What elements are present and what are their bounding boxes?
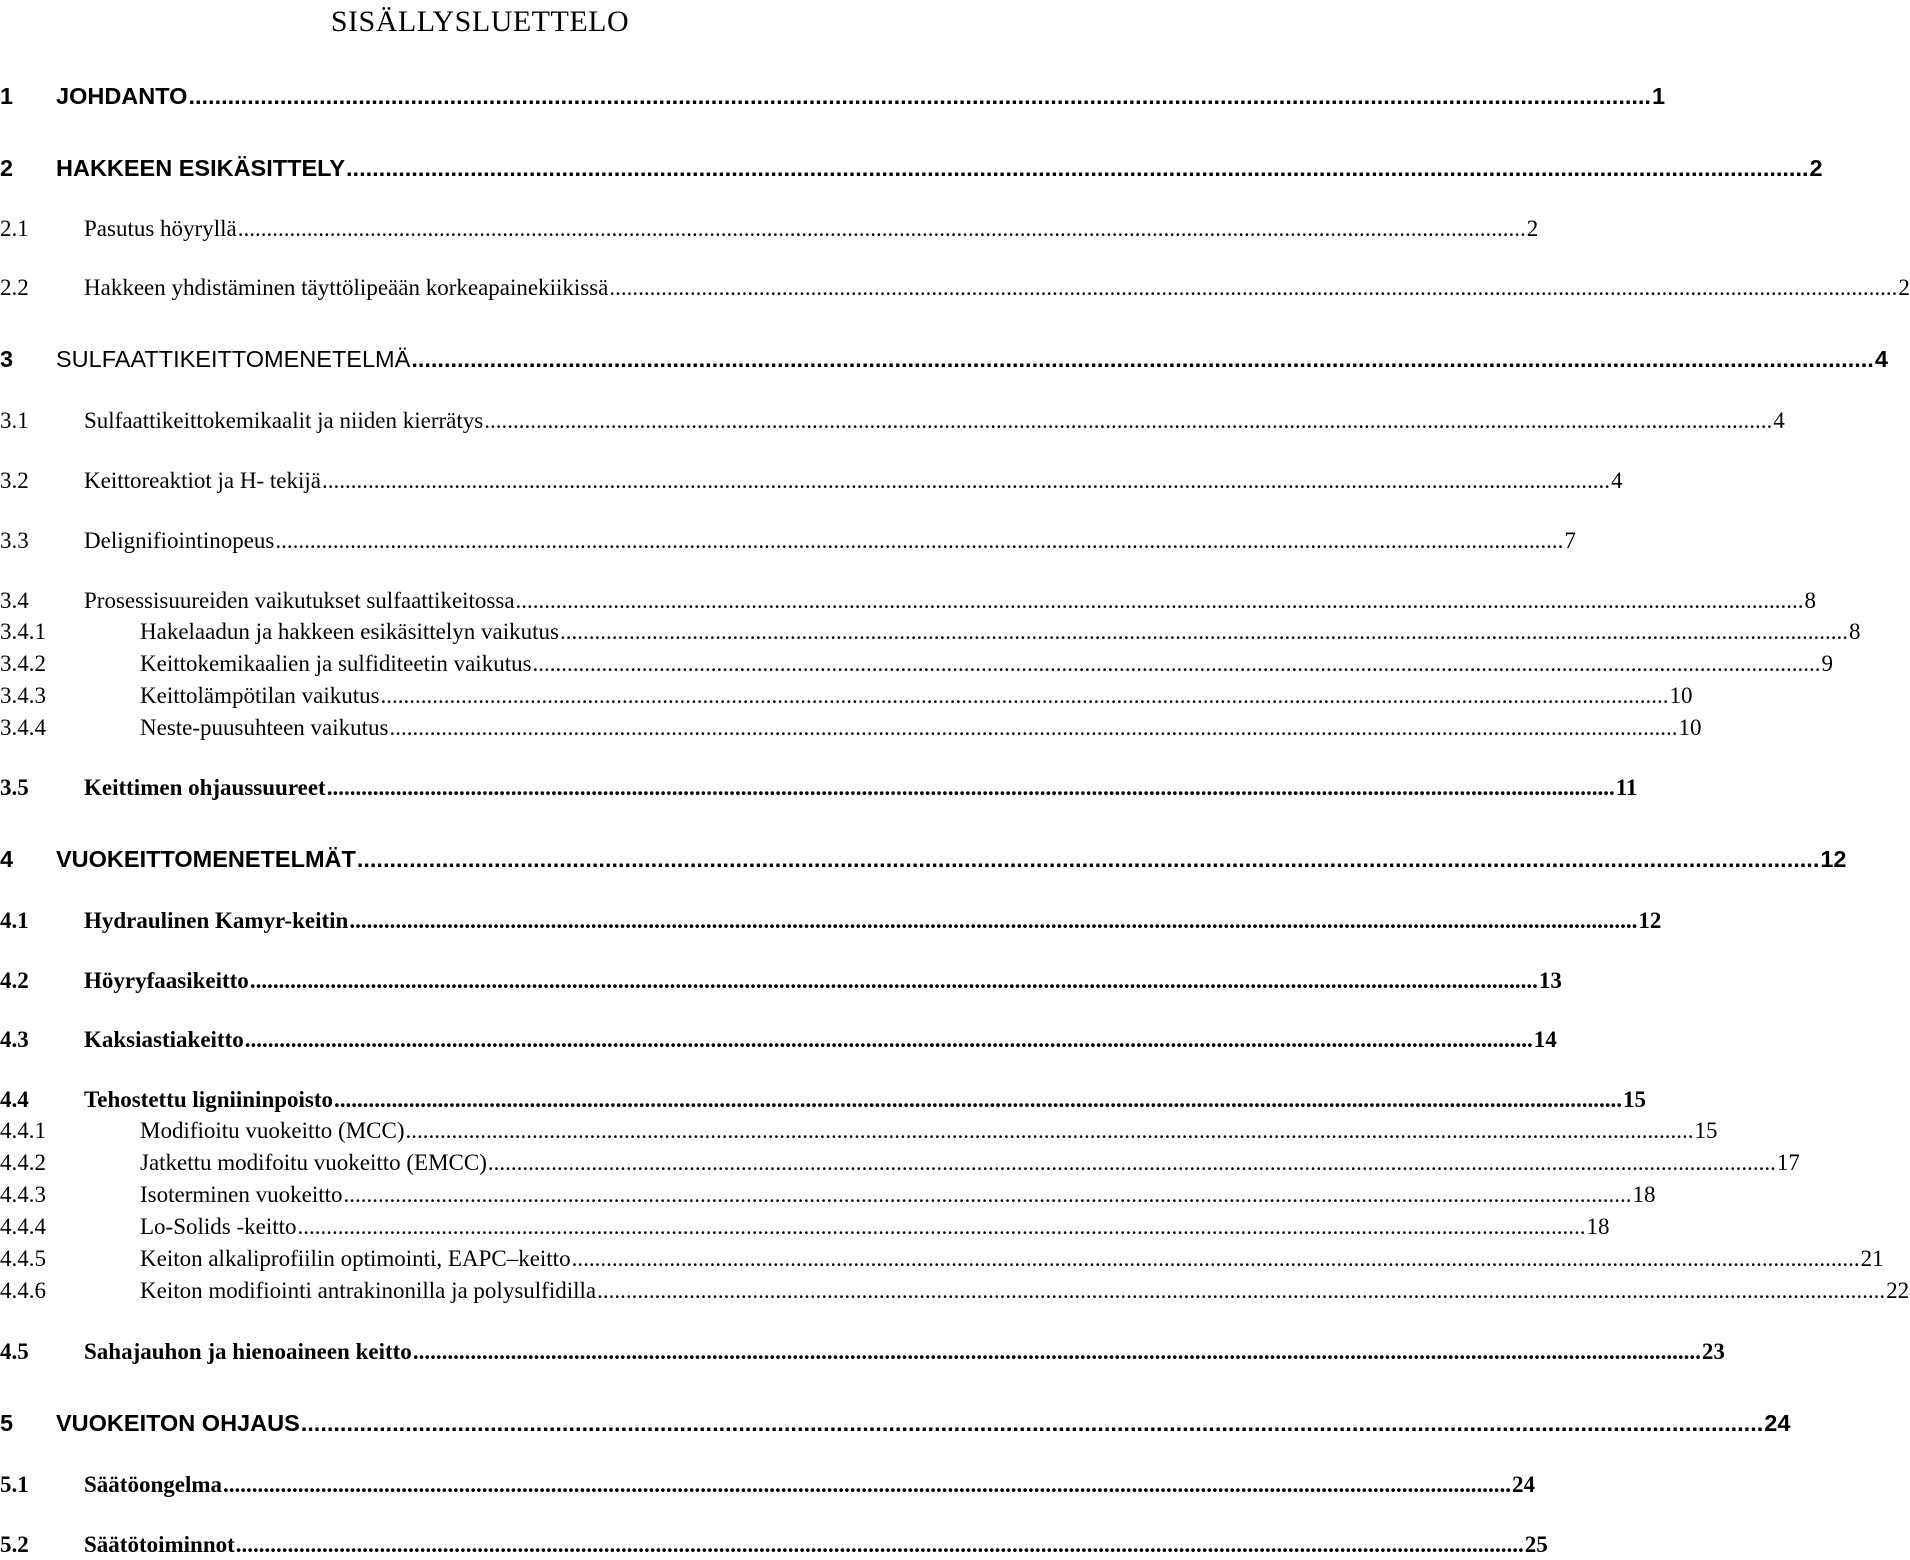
toc-title: HAKKEEN ESIKÄSITTELY (56, 155, 346, 181)
dot-leader (344, 1182, 1632, 1208)
toc-entry-4-4-1[interactable] (0, 1118, 1718, 1144)
toc-page: 21 (1860, 1246, 1884, 1271)
dot-leader (484, 408, 1772, 434)
toc-page: 23 (1701, 1339, 1725, 1364)
toc-page: 2 (1809, 155, 1823, 181)
toc-entry-3[interactable] (0, 346, 1888, 373)
toc-page: 7 (1564, 528, 1576, 553)
toc-title: Prosessisuureiden vaikutukset sulfaattikeitossa (84, 588, 515, 613)
toc-entry-3-3[interactable] (0, 528, 1576, 554)
toc-title: Keittokemikaalien ja sulfiditeetin vaikutus (140, 651, 532, 676)
toc-title: Keittolämpötilan vaikutus (140, 683, 380, 708)
toc-number: 4.4.6 (0, 1278, 46, 1303)
toc-entry-4-4[interactable] (0, 1087, 1647, 1113)
toc-entry-2[interactable] (0, 155, 1823, 182)
toc-number: 4.3 (0, 1027, 29, 1052)
toc-number: 5.2 (0, 1532, 29, 1557)
toc-entry-3-4-3[interactable] (0, 683, 1693, 709)
toc-number: 1 (0, 83, 14, 109)
toc-number: 3.4.1 (0, 619, 46, 644)
dot-leader (357, 846, 1820, 873)
toc-page: 1 (1651, 83, 1666, 109)
toc-number: 4.5 (0, 1339, 29, 1364)
toc-entry-3-4-2[interactable] (0, 651, 1834, 677)
dot-leader (413, 1339, 1701, 1365)
toc-title: VUOKEITTOMENETELMÄT (56, 846, 356, 872)
toc-entry-3-1[interactable] (0, 408, 1785, 434)
dot-leader (516, 588, 1804, 614)
toc-entry-5-2[interactable] (0, 1532, 1548, 1558)
toc-entry-3-2[interactable] (0, 468, 1623, 494)
toc-page: 4 (1773, 408, 1785, 433)
toc-page: 9 (1821, 651, 1834, 676)
page-title: SISÄLLYSLUETTELO (330, 5, 630, 38)
toc-page: 12 (1638, 908, 1662, 933)
dot-leader (245, 1027, 1533, 1053)
toc-number: 4.4.1 (0, 1118, 46, 1143)
dot-leader (250, 968, 1538, 994)
toc-entry-4-4-4[interactable] (0, 1214, 1610, 1240)
toc-number: 2 (0, 155, 14, 181)
toc-title: JOHDANTO (56, 83, 188, 109)
toc-page: 4 (1874, 346, 1888, 372)
toc-entry-3-5[interactable] (0, 775, 1638, 801)
toc-page: 15 (1694, 1118, 1718, 1143)
toc-page: 24 (1764, 1410, 1791, 1436)
toc-entry-4-4-2[interactable] (0, 1150, 1800, 1176)
toc-page: 25 (1524, 1532, 1548, 1557)
dot-leader (298, 1214, 1586, 1240)
dot-leader (301, 1410, 1764, 1437)
toc-title: Säätöongelma (84, 1472, 222, 1497)
dot-leader (346, 155, 1809, 182)
toc-title: Neste-puusuhteen vaikutus (140, 715, 389, 740)
toc-page: 14 (1533, 1027, 1557, 1052)
toc-title: Pasutus höyryllä (84, 216, 237, 241)
toc-entry-4-4-6[interactable] (0, 1278, 1910, 1304)
toc-title: Kaksiastiakeitto (84, 1027, 244, 1052)
toc-title: Tehostettu ligniininpoisto (84, 1087, 334, 1112)
toc-title: Höyryfaasikeitto (84, 968, 249, 993)
toc-number: 5.1 (0, 1472, 29, 1497)
toc-page: 4 (1610, 468, 1623, 493)
dot-leader (389, 715, 1677, 741)
toc-title: Delignifiointinopeus (84, 528, 275, 553)
toc-title: Sulfaattikeittokemikaalit ja niiden kierrätys (84, 408, 484, 433)
toc-page: 10 (1669, 683, 1693, 708)
toc-page: 22 (1886, 1278, 1910, 1303)
toc-number: 3.4.2 (0, 651, 46, 676)
toc-title: Modifioitu vuokeitto (MCC) (140, 1118, 405, 1143)
dot-leader (609, 275, 1897, 301)
toc-title: Hakelaadun ja hakkeen esikäsittelyn vaikutus (140, 619, 559, 644)
dot-leader (275, 528, 1563, 554)
toc-entry-4-5[interactable] (0, 1339, 1725, 1365)
toc-page: 12 (1820, 846, 1847, 872)
toc-number: 3.4.4 (0, 715, 46, 740)
toc-number: 3 (0, 346, 14, 372)
dot-leader (349, 908, 1637, 934)
toc-number: 3.3 (0, 528, 29, 553)
dot-leader (597, 1278, 1885, 1304)
toc-entry-4[interactable] (0, 846, 1847, 873)
toc-title: Isoterminen vuokeitto (140, 1182, 343, 1207)
toc-page: 15 (1623, 1087, 1647, 1112)
toc-number: 4 (0, 846, 14, 872)
dot-leader (223, 1472, 1511, 1498)
toc-title: Sahajauhon ja hienoaineen keitto (84, 1339, 412, 1364)
toc-entry-2-1[interactable] (0, 216, 1539, 242)
toc-page: 17 (1776, 1150, 1800, 1175)
toc-title: Jatkettu modifoitu vuokeitto (EMCC) (140, 1150, 487, 1175)
toc-page: 18 (1586, 1214, 1610, 1239)
toc-number: 4.4 (0, 1087, 29, 1112)
toc-title: Keittoreaktiot ja H- tekijä (84, 468, 321, 493)
toc-number: 3.1 (0, 408, 29, 433)
dot-leader (188, 83, 1651, 110)
toc-number: 3.4.3 (0, 683, 46, 708)
toc-entry-4-4-3[interactable] (0, 1182, 1656, 1208)
toc-number: 3.4 (0, 588, 29, 613)
toc-number: 2.2 (0, 275, 29, 300)
toc-entry-4-3[interactable] (0, 1027, 1557, 1053)
toc-page: 8 (1804, 588, 1817, 613)
toc-number: 5 (0, 1410, 14, 1436)
toc-number: 4.4.3 (0, 1182, 46, 1207)
dot-leader (560, 619, 1848, 645)
toc-number: 3.2 (0, 468, 29, 493)
toc-title: Keiton alkaliprofiilin optimointi, EAPC–keitto (140, 1246, 571, 1271)
dot-leader (322, 468, 1610, 494)
toc-entry-3-4[interactable] (0, 588, 1817, 614)
toc-page: 13 (1538, 968, 1562, 993)
toc-number: 4.4.4 (0, 1214, 46, 1239)
toc-entry-4-4-5[interactable] (0, 1246, 1884, 1272)
toc-page: 2 (1898, 275, 1910, 300)
toc-page: 11 (1615, 775, 1638, 800)
toc-title: Keiton modifiointi antrakinonilla ja polysulfidilla (140, 1278, 597, 1303)
toc-entry-2-2[interactable] (0, 275, 1910, 301)
toc-title: SULFAATTIKEITTOMENETELMÄ (56, 346, 411, 372)
toc-number: 4.2 (0, 968, 29, 993)
toc-entry-3-4-4[interactable] (0, 715, 1702, 741)
toc-entry-3-4-1[interactable] (0, 619, 1861, 645)
toc-title: Lo-Solids -keitto (140, 1214, 297, 1239)
toc-title: Säätötoiminnot (84, 1532, 235, 1557)
toc-title: Hakkeen yhdistäminen täyttölipeään korkeapainekiikissä (84, 275, 609, 300)
toc-page: 10 (1678, 715, 1702, 740)
dot-leader (411, 346, 1874, 373)
toc-title: VUOKEITON OHJAUS (56, 1410, 300, 1436)
dot-leader (406, 1118, 1694, 1144)
dot-leader (381, 683, 1669, 709)
toc-entry-5[interactable] (0, 1410, 1791, 1437)
toc-number: 4.4.5 (0, 1246, 46, 1271)
dot-leader (238, 216, 1526, 242)
toc-title: Hydraulinen Kamyr-keitin (84, 908, 349, 933)
toc-page: 8 (1848, 619, 1861, 644)
dot-leader (334, 1087, 1622, 1113)
toc-number: 4.1 (0, 908, 29, 933)
dot-leader (236, 1532, 1524, 1558)
toc-page: 2 (1526, 216, 1539, 241)
toc-number: 2.1 (0, 216, 29, 241)
dot-leader (327, 775, 1615, 801)
toc-page: 24 (1512, 1472, 1535, 1497)
toc-entry-4-2[interactable] (0, 968, 1562, 994)
toc-entry-5-1[interactable] (0, 1472, 1535, 1498)
dot-leader (533, 651, 1821, 677)
toc-entry-4-1[interactable] (0, 908, 1662, 934)
toc-page: 18 (1632, 1182, 1656, 1207)
dot-leader (488, 1150, 1776, 1176)
toc-number: 3.5 (0, 775, 29, 800)
toc-entry-1[interactable] (0, 83, 1666, 110)
toc-title: Keittimen ohjaussuureet (84, 775, 326, 800)
dot-leader (572, 1246, 1860, 1272)
toc-number: 4.4.2 (0, 1150, 46, 1175)
